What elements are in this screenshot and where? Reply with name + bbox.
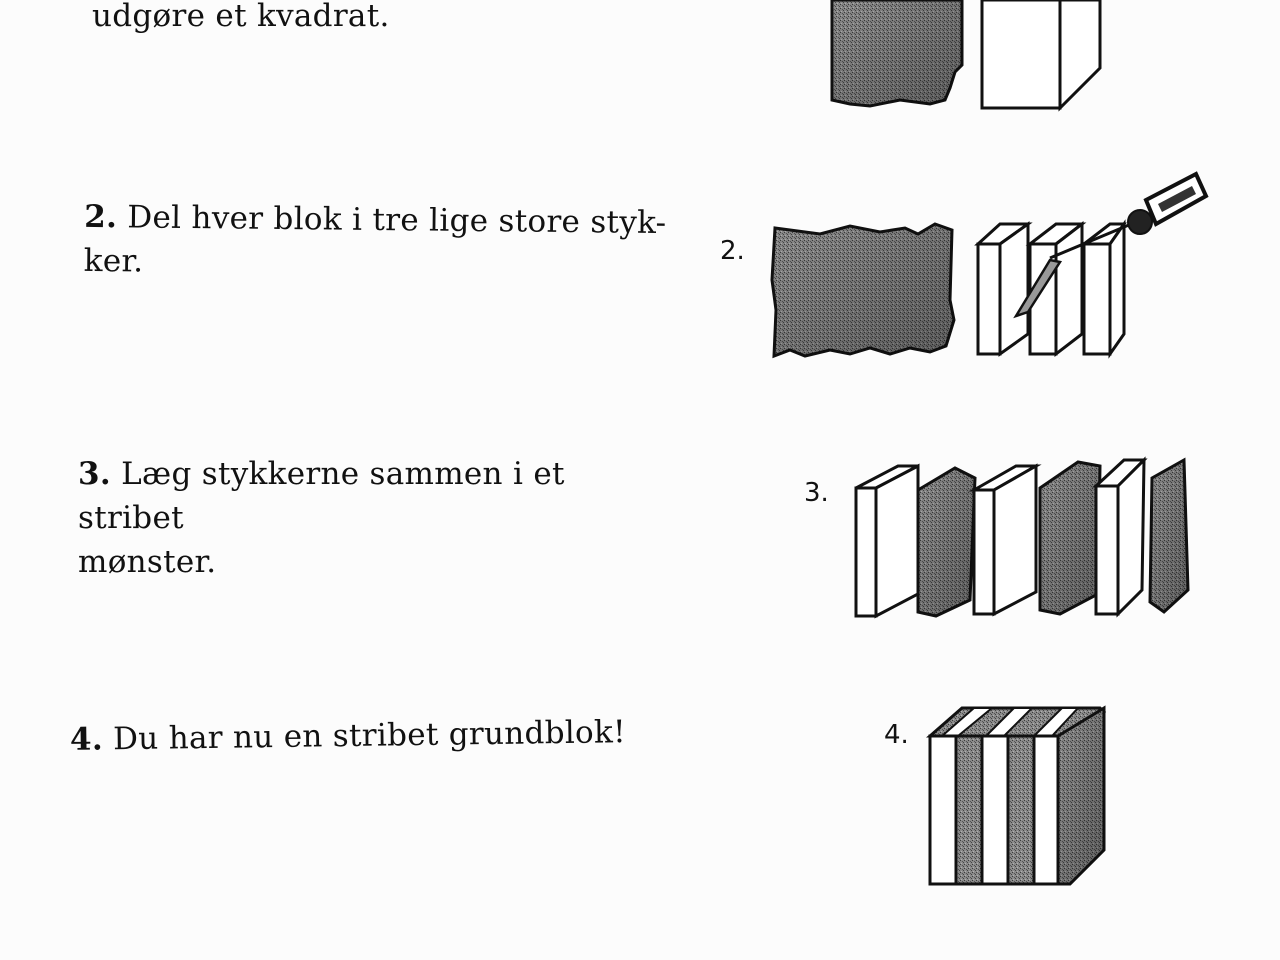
step-2-line-1: Del hver blok i tre lige store styk- bbox=[117, 199, 667, 242]
step-3-number: 3. bbox=[78, 456, 111, 492]
dark-fabric-block-icon bbox=[832, 0, 962, 106]
dark-fabric-block-icon bbox=[772, 224, 954, 356]
figure-1 bbox=[832, 0, 1100, 108]
light-fabric-block-icon bbox=[978, 224, 1124, 354]
step-4-line-1: Du har nu en stribet grundblok! bbox=[102, 714, 627, 758]
step-4-number: 4. bbox=[69, 721, 104, 758]
figure-label-4: 4. bbox=[884, 720, 909, 750]
figure-3 bbox=[856, 460, 1188, 616]
striped-block-icon bbox=[930, 708, 1104, 884]
step-1-line: udgøre et kvadrat. bbox=[92, 0, 390, 34]
step-3-line-1: Læg stykkerne sammen i et stribet bbox=[78, 456, 565, 536]
step-2-number: 2. bbox=[84, 198, 118, 236]
figure-label-2: 2. bbox=[720, 236, 745, 266]
figure-2 bbox=[772, 174, 1206, 356]
figure-label-3: 3. bbox=[804, 478, 829, 508]
light-fabric-block-icon bbox=[982, 0, 1100, 108]
step-3-line-2: mønster. bbox=[78, 544, 217, 580]
step-2-line-2: ker. bbox=[83, 242, 144, 280]
